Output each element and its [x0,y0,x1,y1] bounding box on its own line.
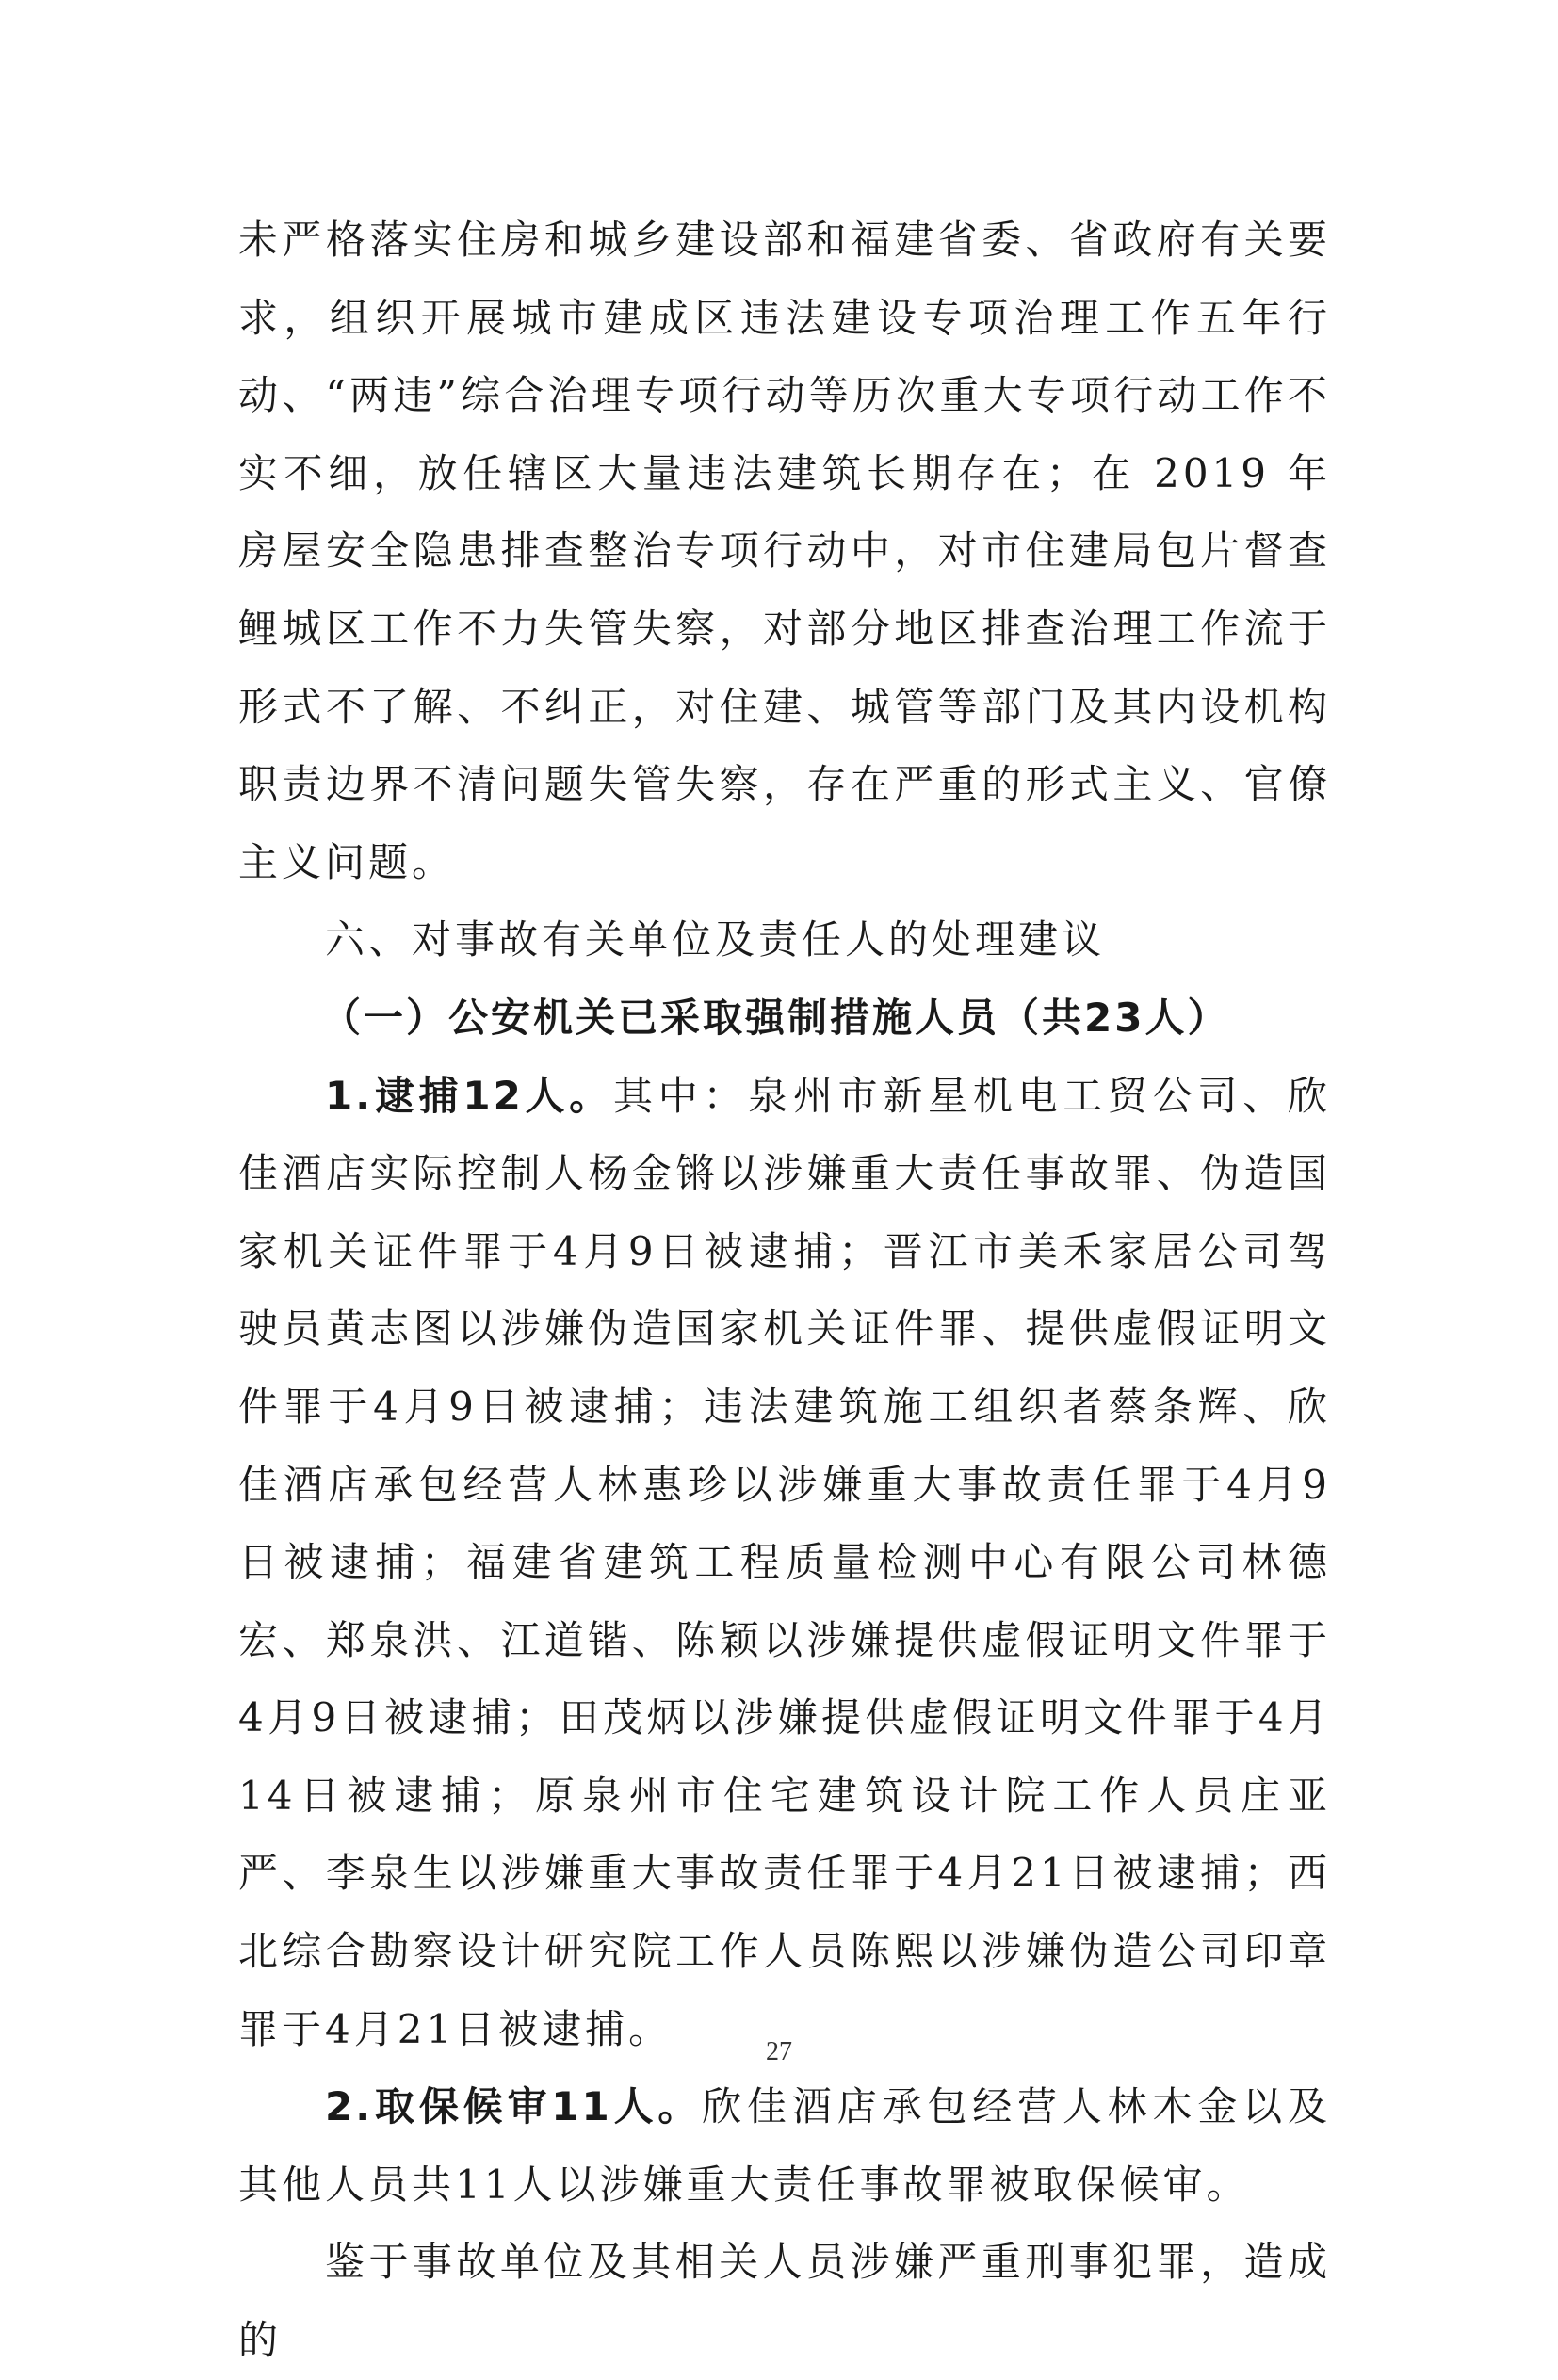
item-bail-lead: 2.取保候审11人。 [325,2083,703,2130]
item-arrested-lead: 1.逮捕12人。 [325,1072,614,1119]
section-heading: 六、对事故有关单位及责任人的处理建议 [325,916,1106,963]
item-arrested-text: 其中：泉州市新星机电工贸公司、欣佳酒店实际控制人杨金锵以涉嫌重大责任事故罪、伪造国家机关证件罪于4月9日被逮捕；晋江市美禾家居公司驾驶员黄志图以涉嫌伪造国家机关证件罪、提供虚假证明文件罪于4月9日被逮捕；违法建筑施工组织者蔡条辉、欣佳酒店承包经营人林惠珍以涉嫌重大事故责任罪于4月9日被逮捕；福建省建筑工程质量检测中心有限公司林德宏、郑泉洪、江道锴、陈颖以涉嫌提供虚假证明文件罪于4月9日被逮捕；田茂炳以涉嫌提供虚假证明文件罪于4月14日被逮捕；原泉州市住宅建筑设计院工作人员庄亚严、李泉生以涉嫌重大事故责任罪于4月21日被逮捕；西北综合勘察设计研究院工作人员陈熙以涉嫌伪造公司印章罪于4月21日被逮捕。 [238,1072,1331,2052]
body-paragraph-continued: 未严格落实住房和城乡建设部和福建省委、省政府有关要求，组织开展城市建成区违法建设专项治理工作五年行动、“两违”综合治理专项行动等历次重大专项行动工作不实不细，放任辖区大量违法建筑长期存在；在 2019 年房屋安全隐患排查整治专项行动中，对市住建局包片督查鲤城区工作不力失管失察，对部分地区排查治理工作流于形式不了解、不纠正，对住建、城管等部门及其内设机构职责边界不清问题失管失察，存在严重的形式主义、官僚主义问题。 [238,217,1331,885]
page-number: 27 [766,2037,792,2066]
item-bail [238,2068,1331,2224]
item-arrested [238,1058,1331,2069]
closing-paragraph: 鉴于事故单位及其相关人员涉嫌严重刑事犯罪，造成的 [238,2239,1331,2364]
subsection-heading: （一）公安机关已采取强制措施人员（共23人） [321,994,1230,1041]
item-bail-text: 欣佳酒店承包经营人林木金以及其他人员共11人以涉嫌重大责任事故罪被取保候审。 [238,2083,1331,2208]
